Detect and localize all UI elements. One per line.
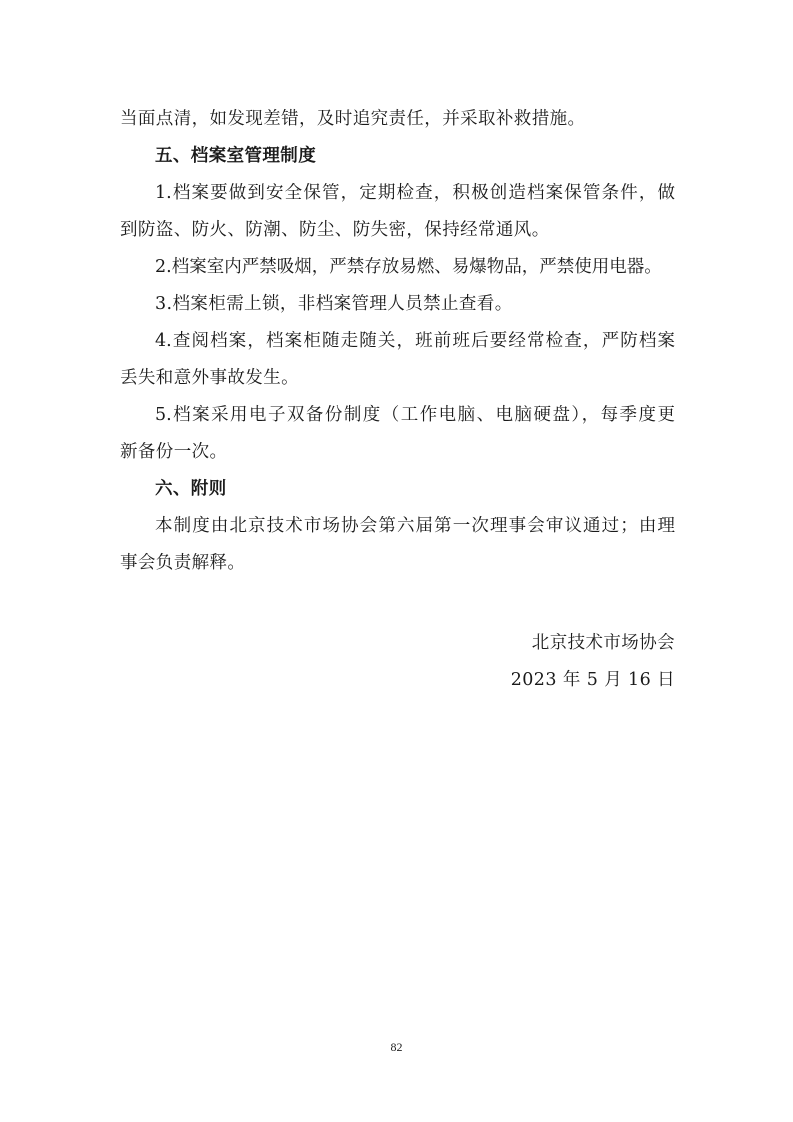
paragraph-line: 1.档案要做到安全保管，定期检查，积极创造档案保管条件，做 (155, 183, 675, 203)
paragraph-line: 当面点清，如发现差错，及时追究责任，并采取补救措施。 (120, 109, 586, 129)
paragraph-line: 本制度由北京技术市场协会第六届第一次理事会审议通过；由理 (155, 516, 675, 536)
section-heading-archive-room: 五、档案室管理制度 (155, 146, 317, 166)
signature-date: 2023 年 5 月 16 日 (510, 670, 675, 690)
paragraph-line: 2.档案室内严禁吸烟，严禁存放易燃、易爆物品，严禁使用电器。 (155, 257, 662, 277)
paragraph-line: 丢失和意外事故发生。 (120, 368, 299, 388)
paragraph-line: 新备份一次。 (120, 442, 228, 462)
page-number: 82 (390, 1040, 403, 1054)
paragraph-line: 3.档案柜需上锁，非档案管理人员禁止查看。 (155, 294, 513, 314)
signature-organization: 北京技术市场协会 (531, 633, 675, 653)
paragraph-line: 4.查阅档案，档案柜随走随关，班前班后要经常检查，严防档案 (155, 331, 675, 351)
document-body (120, 101, 675, 582)
paragraph-line: 到防盗、防火、防潮、防尘、防失密，保持经常通风。 (120, 220, 550, 240)
paragraph-line: 5.档案采用电子双备份制度（工作电脑、电脑硬盘），每季度更 (155, 405, 675, 425)
section-heading-supplementary: 六、附则 (155, 479, 227, 499)
paragraph-line: 事会负责解释。 (120, 553, 246, 573)
signature-block (511, 625, 675, 699)
